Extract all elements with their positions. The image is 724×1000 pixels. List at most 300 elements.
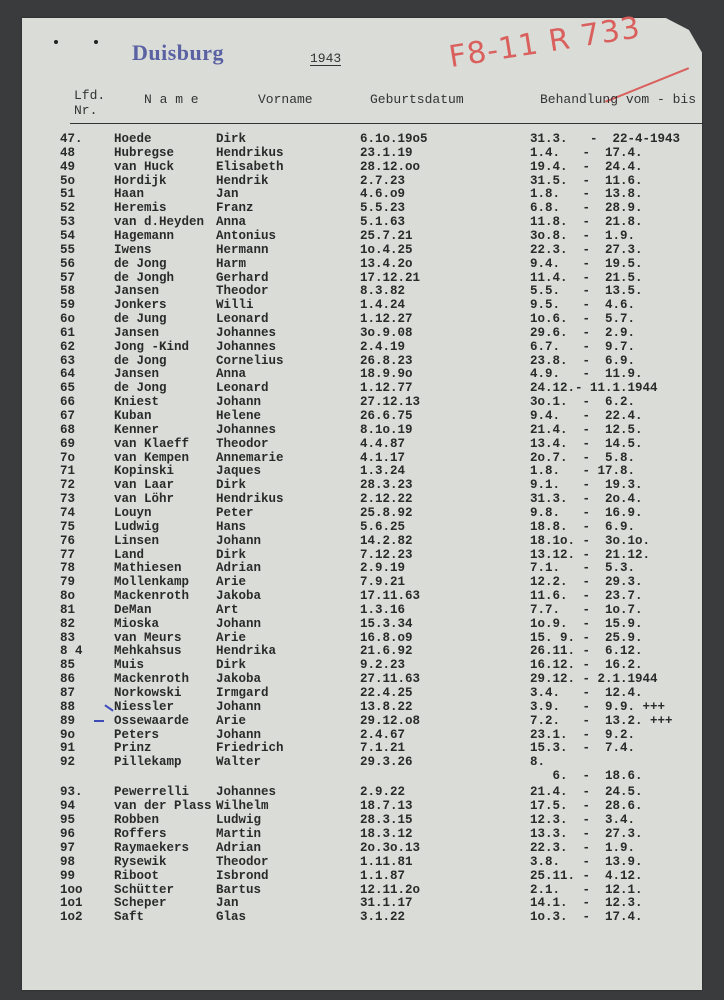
table-row [22,728,702,742]
table-row [22,395,702,409]
surname: Hordijk [114,173,167,188]
row-number: 86 [60,672,76,687]
birth-date: 4.1.17 [360,450,406,465]
first-name: Johann [216,616,262,631]
row-number: 55 [60,242,76,257]
table-row [22,478,702,492]
treatment-period: 22.3. - 27.3. [530,242,643,257]
table-row [22,257,702,271]
birth-date: 1.1.87 [360,868,406,883]
surname: DeMan [114,602,152,617]
first-name: Irmgard [216,686,269,700]
row-number: 61 [60,325,76,340]
table-row [22,883,702,897]
first-name: Cornelius [216,353,284,368]
treatment-period: 9.4. - 19.5. [530,256,643,271]
first-name: Theodor [216,854,269,869]
treatment-period: 17.5. - 28.6. [530,799,643,814]
surname: Scheper [114,896,167,911]
treatment-period: 19.4. - 24.4. [530,159,643,174]
table-row [22,201,702,215]
treatment-period: 6. - 18.6. [530,769,643,784]
treatment-period: 3.9. - 9.9. +++ [530,699,666,714]
row-number: 54 [60,228,76,243]
first-name: Antonius [216,228,277,243]
first-name: Ludwig [216,813,262,828]
first-name: Johann [216,727,262,742]
surname: Mackenroth [114,672,190,687]
first-name: Franz [216,201,254,216]
treatment-period: 23.1. - 9.2. [530,727,636,742]
surname: Roffers [114,826,167,841]
table-row [22,855,702,869]
table-row [22,132,702,146]
city-title: Duisburg [132,40,225,65]
first-name: Johannes [216,339,277,354]
surname: Kniest [114,395,160,410]
row-number: 64 [60,367,76,382]
row-number: 88 [60,699,76,714]
surname: Schütter [114,882,175,897]
birth-date: 2o.3o.13 [360,840,421,855]
torn-corner [644,16,704,56]
table-row [22,326,702,340]
row-number: 1oo [60,882,83,897]
birth-date: 2.12.22 [360,492,413,507]
row-number: 49 [60,159,76,174]
surname: de Jong [114,256,167,271]
row-number: 67 [60,409,76,423]
row-number: 99 [60,868,76,883]
row-number: 9o [60,727,76,742]
first-name: Johann [216,699,262,714]
surname: Norkowski [114,686,182,700]
surname: Rysewik [114,854,167,869]
surname: Mollenkamp [114,575,190,590]
surname: de Jong [114,353,167,368]
treatment-period: 31.3. - 22-4-1943 [530,132,681,146]
surname: de Jong [114,381,167,396]
treatment-period: 12.3. - 3.4. [530,813,636,828]
table-row [22,520,702,534]
first-name: Dirk [216,547,247,562]
row-number: 79 [60,575,76,590]
surname: Iwens [114,242,152,257]
table-row [22,813,702,827]
surname: Jansen [114,284,160,299]
birth-date: 25.7.21 [360,228,413,243]
birth-date: 9.2.23 [360,658,406,673]
row-number: 1o1 [60,896,83,911]
treatment-period: 9.8. - 16.9. [530,505,643,520]
surname: Heremis [114,201,167,216]
table-row [22,769,702,783]
first-name: Dirk [216,478,247,493]
row-number: 82 [60,616,76,631]
row-number: 63 [60,353,76,368]
table-row [22,603,702,617]
first-name: Jakoba [216,672,262,687]
birth-date: 2.4.19 [360,339,406,354]
treatment-period: 31.3. - 2o.4. [530,492,643,507]
treatment-period: 9.5. - 4.6. [530,298,636,313]
surname: Robben [114,813,160,828]
first-name: Annemarie [216,450,284,465]
row-number: 65 [60,381,76,396]
row-number: 62 [60,339,76,354]
treatment-period: 11.4. - 21.5. [530,270,643,285]
surname: Pillekamp [114,755,182,770]
surname: van Huck [114,159,175,174]
surname: Jong -Kind [114,339,190,354]
treatment-period: 31.5. - 11.6. [530,173,643,188]
column-header-vorname: Vorname [258,92,313,107]
surname: Kopinski [114,464,175,479]
birth-date: 26.8.23 [360,353,413,368]
row-number: 83 [60,630,76,645]
first-name: Harm [216,256,247,271]
birth-date: 7.9.21 [360,575,406,590]
first-name: Hendrikus [216,145,284,160]
row-number: 92 [60,755,76,770]
first-name: Friedrich [216,741,284,756]
treatment-period: 16.12. - 16.2. [530,658,643,673]
treatment-period: 26.11. - 6.12. [530,644,643,659]
first-name: Anna [216,215,247,230]
birth-date: 1.12.77 [360,381,413,396]
birth-date: 28.12.oo [360,159,421,174]
row-number: 72 [60,478,76,493]
birth-date: 7.1.21 [360,741,406,756]
first-name: Dirk [216,132,247,146]
first-name: Hermann [216,242,269,257]
table-row [22,785,702,799]
treatment-period: 15.3. - 7.4. [530,741,636,756]
treatment-period: 7.7. - 1o.7. [530,602,643,617]
treatment-period: 6.7. - 9.7. [530,339,636,354]
treatment-period: 12.2. - 29.3. [530,575,643,590]
column-header-behandlung: Behandlung vom - bis [540,92,697,107]
surname: Hubregse [114,145,175,160]
surname: Muis [114,658,145,673]
first-name: Johann [216,533,262,548]
row-number: 81 [60,602,76,617]
surname: van Klaeff [114,436,190,451]
treatment-period: 1.8. - 17.8. [530,464,636,479]
first-name: Hendrik [216,173,269,188]
treatment-period: 3.4. - 12.4. [530,686,643,700]
table-row [22,312,702,326]
first-name: Hendrikus [216,492,284,507]
surname: Saft [114,910,145,925]
surname: Kenner [114,422,160,437]
birth-date: 1.12.27 [360,312,413,327]
birth-date: 6.1o.19o5 [360,132,428,146]
row-number: 53 [60,215,76,230]
table-row [22,827,702,841]
row-number: 8o [60,589,76,604]
surname: Jansen [114,367,160,382]
treatment-period: 2o.7. - 5.8. [530,450,636,465]
first-name: Adrian [216,561,262,576]
table-row [22,284,702,298]
table-row [22,869,702,883]
treatment-period: 21.4. - 12.5. [530,422,643,437]
birth-date: 3o.9.08 [360,325,413,340]
surname: Raymaekers [114,840,190,855]
treatment-period: 18.8. - 6.9. [530,519,636,534]
treatment-period: 1.8. - 13.8. [530,187,643,202]
table-row [22,841,702,855]
birth-date: 29.12.o8 [360,713,421,728]
birth-date: 2.7.23 [360,173,406,188]
table-row [22,589,702,603]
birth-date: 1.3.24 [360,464,406,479]
row-number: 74 [60,505,76,520]
treatment-period: 1o.3. - 17.4. [530,910,643,925]
surname: Mackenroth [114,589,190,604]
treatment-period: 7.1. - 5.3. [530,561,636,576]
treatment-period: 11.6. - 23.7. [530,589,643,604]
surname: Land [114,547,145,562]
birth-date: 5.6.25 [360,519,406,534]
first-name: Anna [216,367,247,382]
surname: van der Plass [114,799,212,814]
birth-date: 18.3.12 [360,826,413,841]
row-number: 66 [60,395,76,410]
row-number: 57 [60,270,76,285]
first-name: Martin [216,826,262,841]
table-row [22,174,702,188]
table-row [22,367,702,381]
birth-date: 5.5.23 [360,201,406,216]
surname: Prinz [114,741,152,756]
birth-date: 12.11.2o [360,882,421,897]
table-row [22,799,702,813]
row-number: 76 [60,533,76,548]
first-name: Glas [216,910,247,925]
document-page [22,10,702,990]
column-header-nr: Lfd. Nr. [74,88,106,118]
treatment-period: 14.1. - 12.3. [530,896,643,911]
first-name: Bartus [216,882,262,897]
treatment-period: 6.8. - 28.9. [530,201,643,216]
treatment-period: 1o.9. - 15.9. [530,616,643,631]
surname: van Kempen [114,450,190,465]
birth-date: 17.11.63 [360,589,421,604]
row-number: 52 [60,201,76,216]
first-name: Peter [216,505,254,520]
row-number: 7o [60,450,76,465]
surname: Hagemann [114,228,175,243]
surname: Hoede [114,132,152,146]
row-number: 71 [60,464,76,479]
first-name: Johann [216,395,262,410]
first-name: Elisabeth [216,159,284,174]
row-number: 89 [60,713,76,728]
row-number: 1o2 [60,910,83,925]
header-rule [70,123,704,124]
row-number: 51 [60,187,76,202]
first-name: Wilhelm [216,799,269,814]
table-row [22,575,702,589]
row-number: 48 [60,145,76,160]
table-row [22,451,702,465]
first-name: Jaques [216,464,262,479]
surname: de Jongh [114,270,175,285]
treatment-period: 3o.8. - 1.9. [530,228,636,243]
row-number: 78 [60,561,76,576]
table-row [22,741,702,755]
surname: van Laar [114,478,175,493]
first-name: Dirk [216,658,247,673]
birth-date: 16.8.o9 [360,630,413,645]
table-row [22,896,702,910]
treatment-period: 1o.6. - 5.7. [530,312,636,327]
first-name: Jakoba [216,589,262,604]
first-name: Isbrond [216,868,269,883]
treatment-period: 2.1. - 12.1. [530,882,643,897]
first-name: Leonard [216,381,269,396]
table-row [22,700,702,714]
table-row [22,409,702,423]
surname: Riboot [114,868,160,883]
birth-date: 4.6.o9 [360,187,406,202]
table-row [22,658,702,672]
row-number: 95 [60,813,76,828]
table-row [22,423,702,437]
year-label: 1943 [310,51,342,66]
treatment-period: 21.4. - 24.5. [530,785,643,800]
birth-date: 1.3.16 [360,602,406,617]
surname: de Jung [114,312,167,327]
table-row [22,506,702,520]
first-name: Johannes [216,325,277,340]
surname: Ossewaarde [114,713,190,728]
surname: Mehkahsus [114,644,182,659]
first-name: Jan [216,896,239,911]
first-name: Leonard [216,312,269,327]
table-row [22,755,702,769]
birth-date: 1o.4.25 [360,242,413,257]
table-row [22,686,702,700]
first-name: Theodor [216,284,269,299]
row-number: 85 [60,658,76,673]
first-name: Arie [216,713,247,728]
treatment-period: 1.4. - 17.4. [530,145,643,160]
row-number: 59 [60,298,76,313]
birth-date: 27.12.13 [360,395,421,410]
surname: Pewerrelli [114,785,190,800]
treatment-period: 18.1o. - 3o.1o. [530,533,651,548]
surname: Louyn [114,505,152,520]
treatment-period: 24.12.- 11.1.1944 [530,381,658,396]
row-number: 98 [60,854,76,869]
birth-date: 5.1.63 [360,215,406,230]
surname: Niessler [114,699,175,714]
first-name: Arie [216,630,247,645]
first-name: Johannes [216,785,277,800]
row-number: 8 4 [60,644,83,659]
birth-date: 15.3.34 [360,616,413,631]
table-row [22,672,702,686]
treatment-period: 23.8. - 6.9. [530,353,636,368]
birth-date: 22.4.25 [360,686,413,700]
birth-date: 8.1o.19 [360,422,413,437]
row-number: 77 [60,547,76,562]
birth-date: 26.6.75 [360,409,413,423]
punch-hole [54,40,58,44]
treatment-period: 11.8. - 21.8. [530,215,643,230]
first-name: Willi [216,298,254,313]
table-row [22,354,702,368]
treatment-period: 13.4. - 14.5. [530,436,643,451]
treatment-period: 29.6. - 2.9. [530,325,636,340]
table-row [22,271,702,285]
row-number: 69 [60,436,76,451]
first-name: Adrian [216,840,262,855]
birth-date: 1.4.24 [360,298,406,313]
table-row [22,617,702,631]
treatment-period: 3.8. - 13.9. [530,854,643,869]
treatment-period: 4.9. - 11.9. [530,367,643,382]
birth-date: 18.7.13 [360,799,413,814]
birth-date: 23.1.19 [360,145,413,160]
treatment-period: 8. [530,755,546,770]
table-row [22,160,702,174]
surname: van Meurs [114,630,182,645]
treatment-period: 13.3. - 27.3. [530,826,643,841]
birth-date: 29.3.26 [360,755,413,770]
table-row [22,381,702,395]
birth-date: 28.3.23 [360,478,413,493]
archive-reference: F8-11 R 733 [446,10,644,75]
table-row [22,910,702,924]
first-name: Art [216,602,239,617]
table-row [22,340,702,354]
table-row [22,492,702,506]
treatment-period: 3o.1. - 6.2. [530,395,636,410]
birth-date: 2.9.22 [360,785,406,800]
first-name: Walter [216,755,262,770]
row-number: 91 [60,741,76,756]
first-name: Theodor [216,436,269,451]
birth-date: 2.9.19 [360,561,406,576]
first-name: Johannes [216,422,277,437]
birth-date: 18.9.9o [360,367,413,382]
first-name: Hans [216,519,247,534]
birth-date: 17.12.21 [360,270,421,285]
row-number: 6o [60,312,76,327]
birth-date: 25.8.92 [360,505,413,520]
birth-date: 13.4.2o [360,256,413,271]
table-row [22,631,702,645]
table-row [22,714,702,728]
table-row [22,229,702,243]
surname: Jonkers [114,298,167,313]
row-number: 87 [60,686,76,700]
first-name: Arie [216,575,247,590]
table-row [22,561,702,575]
row-number: 47. [60,132,83,146]
table-row [22,215,702,229]
birth-date: 27.11.63 [360,672,421,687]
first-name: Jan [216,187,239,202]
birth-date: 28.3.15 [360,813,413,828]
row-number: 68 [60,422,76,437]
treatment-period: 25.11. - 4.12. [530,868,643,883]
treatment-period: 13.12. - 21.12. [530,547,651,562]
